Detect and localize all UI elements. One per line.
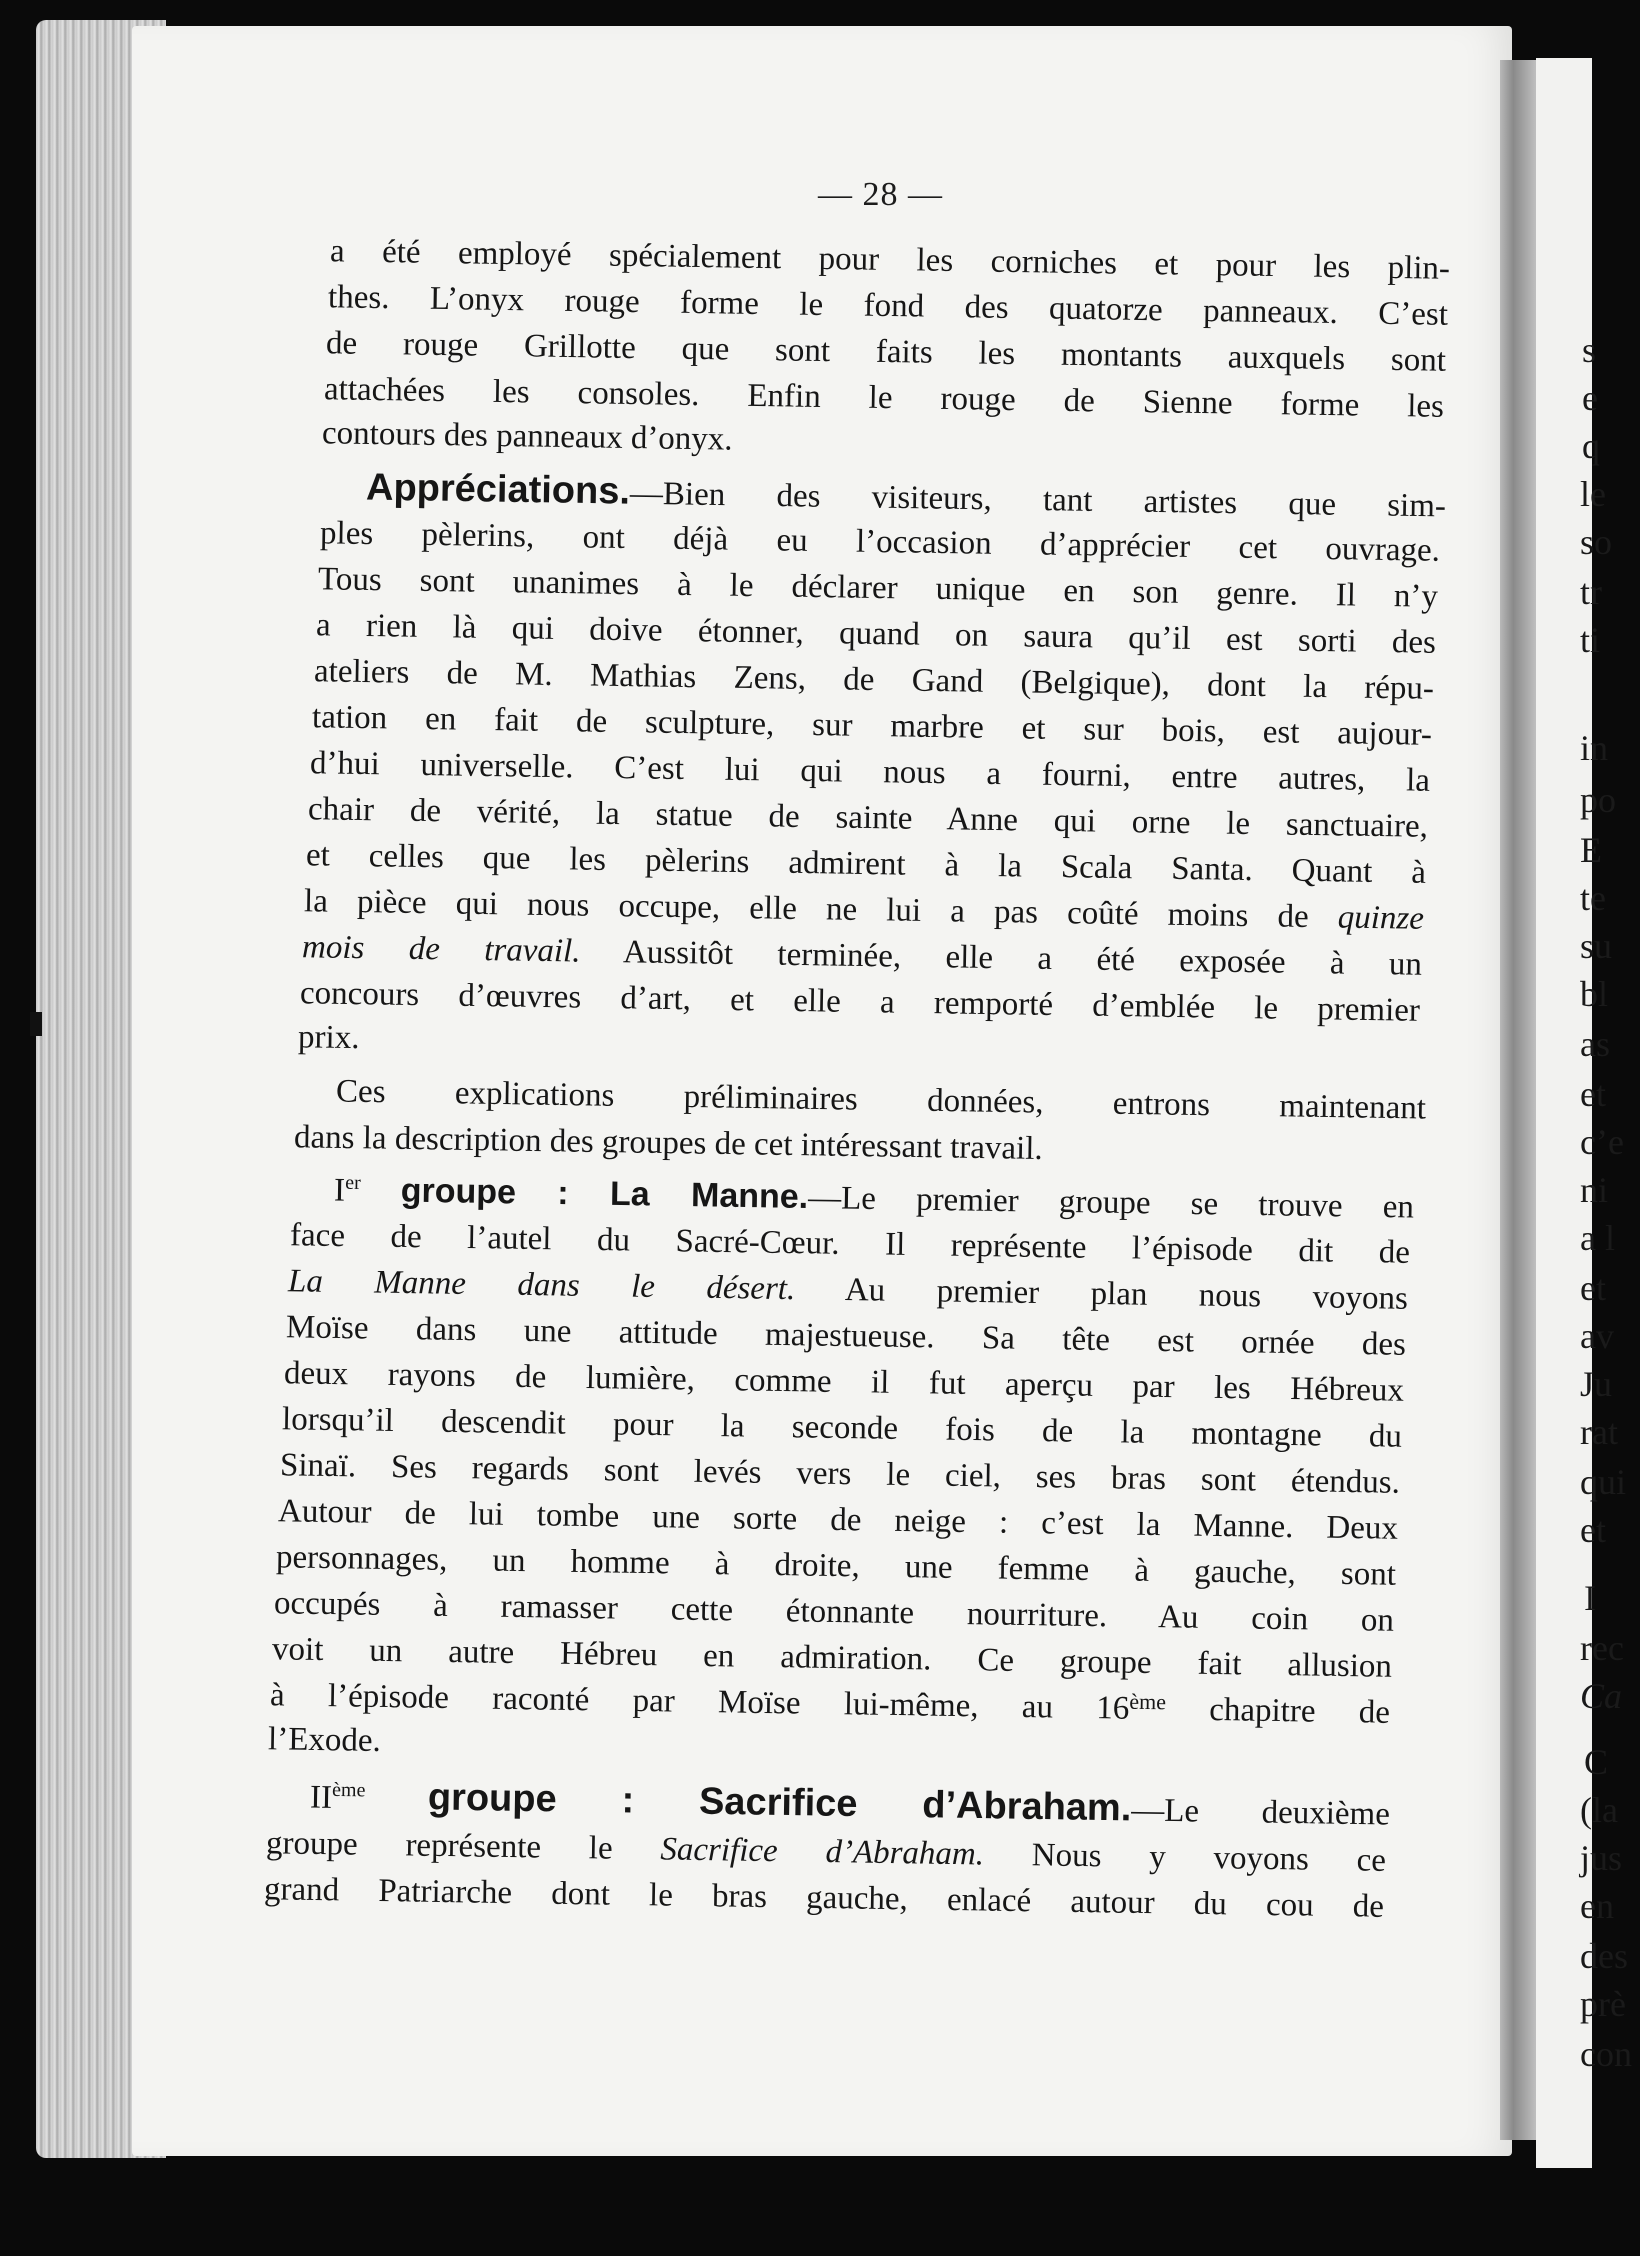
text-line: Sinaï. Ses regards sont levés vers le ciel, ses bras sont étendus. (279, 1447, 1401, 1501)
next-page-fragment: bl (1580, 974, 1609, 1014)
text-line: à l’épisode raconté par Moïse lui-même, au 16ème chapitre de (269, 1677, 1391, 1731)
text-line: face de l’autel du Sacré-Cœur. Il représente l’épisode dit de (289, 1217, 1411, 1271)
text-line: Moïse dans une attitude majestueuse. Sa tête est ornée des (285, 1309, 1407, 1363)
next-page-fragment: en (1580, 1886, 1614, 1926)
text-line: contours des panneaux d’onyx. (321, 415, 733, 458)
page-number: — 28 — (818, 176, 943, 213)
next-page-fragment: jus (1580, 1838, 1623, 1878)
next-page-fragment: po (1580, 780, 1616, 820)
next-page-fragment: q (1582, 426, 1600, 466)
next-page-fragment: (la (1580, 1790, 1618, 1830)
next-page-fragment: su (1580, 926, 1613, 966)
next-page-fragment: et (1580, 1268, 1606, 1308)
text-line: occupés à ramasser cette étonnante nourriture. Au coin on (273, 1585, 1395, 1639)
next-page-fragment: Ju (1580, 1364, 1613, 1404)
next-page-fragment: Ca (1580, 1676, 1623, 1716)
text-line: d’hui universelle. C’est lui qui nous a fourni, entre autres, la (309, 745, 1431, 799)
text-line: thes. L’onyx rouge forme le fond des quatorze panneaux. C’est (327, 279, 1449, 333)
next-page-fragment: av (1580, 1316, 1614, 1356)
text-line: La Manne dans le désert. Au premier plan nous voyons (287, 1263, 1409, 1317)
text-line: ateliers de M. Mathias Zens, de Gand (Belgique), dont la répu- (313, 653, 1435, 707)
text-line: voit un autre Hébreu en admiration. Ce groupe fait allusion (271, 1631, 1393, 1685)
text-line: IIème groupe : Sacrifice d’Abraham.—Le deuxième (309, 1776, 1391, 1833)
text-line: l’Exode. (267, 1721, 382, 1759)
section-heading: groupe : Sacrifice d’Abraham. (427, 1776, 1132, 1830)
next-page-fragment: a l (1580, 1218, 1615, 1258)
text-line: groupe représente le Sacrifice d’Abraham. Nous y voyons ce (265, 1825, 1387, 1879)
next-page-fragment: C (1584, 1742, 1609, 1782)
binding-mark (30, 1012, 42, 1036)
text-line: prix. (297, 1019, 360, 1057)
text-line: ples pèlerins, ont déjà eu l’occasion d’apprécier cet ouvrage. (319, 515, 1441, 569)
text-line: tation en fait de sculpture, sur marbre et sur bois, est aujour- (311, 699, 1433, 753)
next-page-fragment: E (1580, 830, 1602, 870)
section-heading: Appréciations. (365, 466, 631, 513)
next-page-fragment: rec (1580, 1628, 1624, 1668)
text-line: mois de travail. Aussitôt terminée, elle a été exposée à un (301, 929, 1423, 983)
text-line: chair de vérité, la statue de sainte Anne qui orne le sanctuaire, (307, 791, 1429, 845)
next-page-fragment: et (1580, 1074, 1606, 1114)
next-page-fragment: in (1580, 728, 1609, 768)
next-page-fragment: rat (1580, 1412, 1618, 1452)
next-page-fragment: prè (1580, 1984, 1626, 2024)
next-page-fragment: tr (1580, 572, 1602, 612)
text-line: Tous sont unanimes à le déclarer unique en son genre. Il n’y (317, 561, 1439, 615)
next-page-fragment: I (1584, 1578, 1596, 1618)
text-line: Appréciations.—Bien des visiteurs, tant artistes que sim- (365, 466, 1447, 525)
book-gutter (1500, 60, 1538, 2140)
next-page-fragment: des (1580, 1936, 1628, 1976)
next-page-fragment: as (1580, 1024, 1610, 1064)
text-line: Ces explications préliminaires données, entrons maintenant (335, 1073, 1427, 1127)
text-line: personnages, un homme à droite, une femme à gauche, sont (275, 1539, 1397, 1593)
text-line: grand Patriarche dont le bras gauche, enlacé autour du cou de (263, 1871, 1385, 1925)
next-page-fragment: so (1580, 522, 1613, 562)
text-line: lorsqu’il descendit pour la seconde fois de la montagne du (281, 1401, 1403, 1455)
text-line: concours d’œuvres d’art, et elle a remporté d’emblée le premier (299, 975, 1421, 1029)
text-line: deux rayons de lumière, comme il fut aperçu par les Hébreux (283, 1355, 1405, 1409)
text-line: Autour de lui tombe une sorte de neige : c’est la Manne. Deux (277, 1493, 1399, 1547)
text-line: et celles que les pèlerins admirent à la Scala Santa. Quant à (305, 837, 1427, 891)
next-page-edge (1536, 58, 1632, 2168)
text-line: a rien là qui doive étonner, quand on saura qu’il est sorti des (315, 607, 1437, 661)
text-line: de rouge Grillotte que sont faits les montants auxquels sont (325, 325, 1447, 379)
next-page-fragment: e (1582, 378, 1598, 418)
next-page-fragment: s (1582, 330, 1597, 370)
next-page-fragment: te (1580, 878, 1606, 918)
text-line: la pièce qui nous occupe, elle ne lui a pas coûté moins de quinze (303, 883, 1425, 937)
next-page-fragment: et (1580, 1510, 1606, 1550)
next-page-fragment: ti (1580, 620, 1601, 660)
text-line: dans la description des groupes de cet intéressant travail. (293, 1119, 1043, 1167)
next-page-fragment: le (1580, 474, 1606, 514)
section-heading: groupe : La Manne. (400, 1171, 809, 1216)
text-line: a été employé spécialement pour les corniches et pour les plin- (329, 233, 1451, 287)
next-page-fragment: qui (1580, 1462, 1627, 1502)
next-page-fragment: con (1580, 2034, 1632, 2074)
next-page-fragment: c’e (1580, 1122, 1624, 1162)
text-line: attachées les consoles. Enfin le rouge de Sienne forme les (323, 371, 1445, 425)
next-page-fragment: ni (1580, 1170, 1609, 1210)
text-line: Ier groupe : La Manne.—Le premier groupe se trouve en (333, 1171, 1415, 1226)
